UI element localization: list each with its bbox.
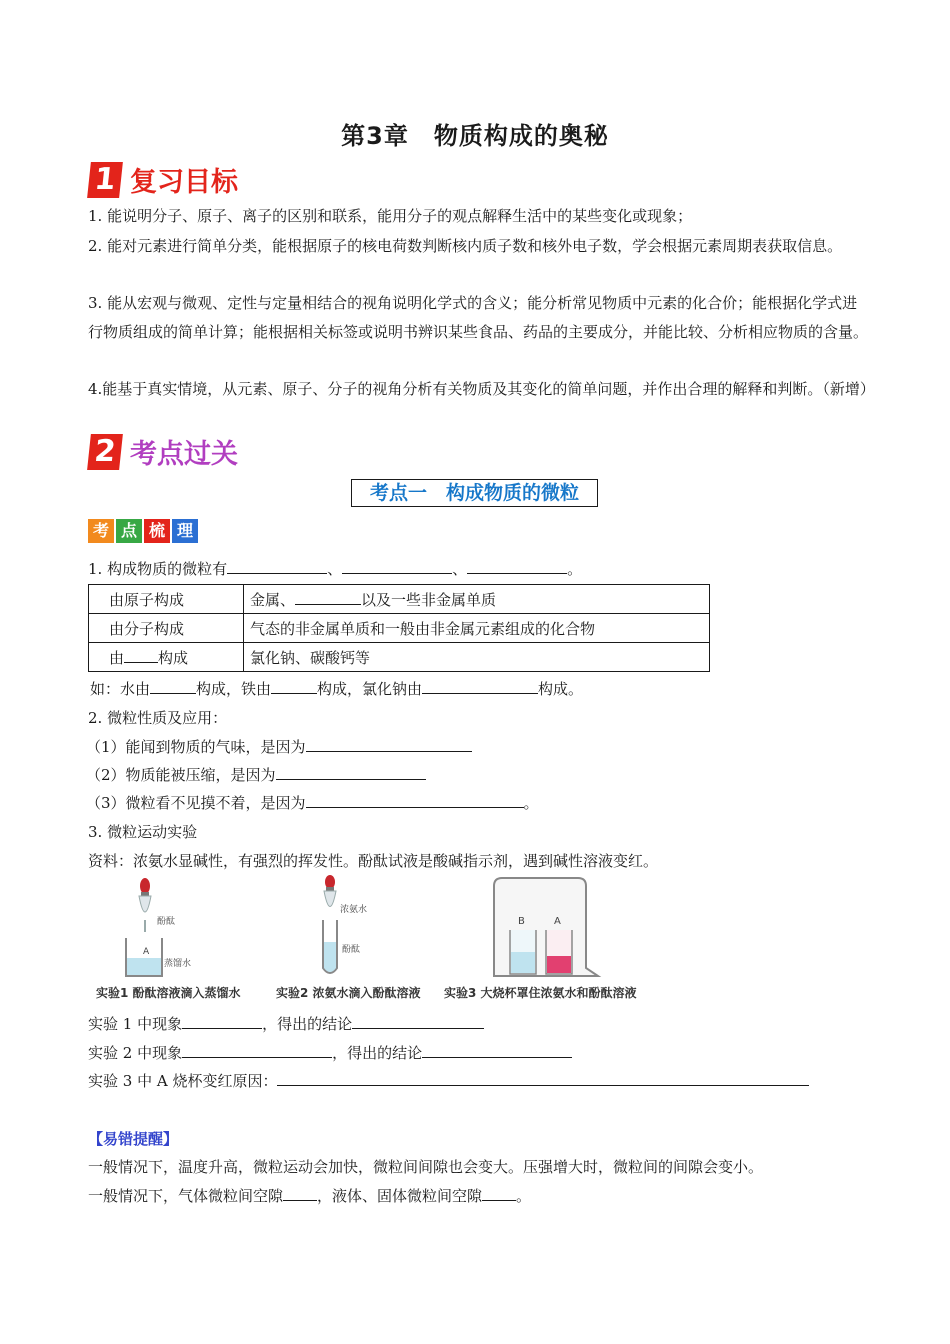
table-cell-content (244, 585, 710, 614)
separator: 、 (452, 560, 468, 578)
answer-blank[interactable] (271, 679, 317, 694)
question-1 (88, 559, 582, 579)
answer-blank[interactable] (276, 765, 426, 780)
cell-text: 由 (109, 648, 125, 667)
dropper-icon (324, 875, 336, 907)
figure-caption: 实验2 浓氨水滴入酚酞溶液 (276, 986, 421, 1000)
experiment-3-question (88, 1071, 809, 1091)
item-end: 。 (523, 794, 539, 812)
separator: 、 (327, 560, 343, 578)
question-text: 实验 2 中现象 (88, 1044, 183, 1062)
example-text: 构成，铁由 (196, 680, 272, 698)
reminder-text: ，液体、固体微粒间空隙 (317, 1187, 483, 1205)
beaker-icon (126, 938, 162, 976)
table-row (89, 643, 710, 672)
test-tube-icon (323, 920, 337, 973)
table-cell-content: 氯化钠、碳酸钙等 (244, 643, 710, 672)
particle-table (88, 584, 710, 672)
question-2-item (86, 793, 539, 813)
question-2-heading: 2. 微粒性质及应用： (88, 709, 228, 727)
item-text: （3）微粒看不见摸不着，是因为 (86, 794, 306, 812)
answer-blank[interactable] (482, 1186, 516, 1201)
page-title: 第3章 物质构成的奥秘 (341, 122, 609, 150)
answer-blank[interactable] (124, 648, 158, 663)
table-cell-label: 由原子构成 (89, 585, 244, 614)
answer-blank[interactable] (182, 1014, 262, 1029)
tag-label: 考 (88, 519, 114, 543)
answer-blank[interactable] (150, 679, 196, 694)
experiment-2-question (88, 1043, 572, 1063)
beaker-a-icon (546, 930, 572, 974)
ammonia-label: 浓氨水 (340, 905, 368, 915)
goal-1: 1. 能说明分子、原子、离子的区别和联系，能用分子的观点解释生活中的某些变化或现象； (88, 207, 693, 225)
tag-label: 点 (116, 519, 142, 543)
question-text: 实验 3 中 A 烧杯变红原因： (88, 1072, 278, 1090)
cell-text: 构成 (158, 648, 189, 667)
cell-text: 金属、 (250, 590, 296, 609)
answer-blank[interactable] (306, 737, 472, 752)
answer-blank[interactable] (182, 1043, 332, 1058)
experiment-figure (90, 872, 650, 980)
question-end: 。 (567, 560, 583, 578)
answer-blank[interactable] (283, 1186, 317, 1201)
answer-blank[interactable] (352, 1014, 484, 1029)
question-text: ，得出的结论 (332, 1044, 423, 1062)
section-heading: 考点过关 (130, 439, 238, 470)
reminder-line (88, 1186, 531, 1206)
answer-blank[interactable] (467, 559, 567, 574)
info-text: 资料：浓氨水显碱性，有强烈的挥发性。酚酞试液是酸碱指示剂，遇到碱性溶液变红。 (88, 852, 659, 870)
experiment-1-question (88, 1014, 484, 1034)
figure-caption: 实验1 酚酞溶液滴入蒸馏水 (96, 986, 241, 1000)
question-text: 实验 1 中现象 (88, 1015, 183, 1033)
item-text: （2）物质能被压缩，是因为 (86, 766, 276, 784)
section-heading: 复习目标 (130, 167, 238, 198)
beaker-a-label: A (143, 947, 150, 957)
phenol-label: 酚酞 (157, 917, 176, 927)
section-number-badge: 2 (87, 434, 123, 470)
beaker-a-label: A (554, 916, 561, 927)
dropper-icon (139, 878, 151, 932)
answer-blank[interactable] (306, 793, 524, 808)
topic-title-box: 考点一 构成物质的微粒 (351, 479, 598, 507)
section-number-badge: 1 (87, 162, 123, 198)
goal-3: 3. 能从宏观与微观、定性与定量相结合的视角说明化学式的含义；能分析常见物质中元素的化合价；能根据化学式进行物质组成的简单计算；能根据相关标签或说明书辨识某些食品、药品的主要成分，并能比较、分析相应物质的含量。 (88, 294, 869, 341)
figure-caption: 实验3 大烧杯罩住浓氨水和酚酞溶液 (444, 986, 637, 1000)
question-2-item (86, 765, 426, 785)
beaker-b-label: B (518, 916, 525, 927)
question-2-item (86, 737, 472, 757)
example-text: 构成，氯化钠由 (317, 680, 423, 698)
example-text: 如：水由 (90, 680, 151, 698)
goal-2: 2. 能对元素进行简单分类，能根据原子的核电荷数判断核内质子数和核外电子数，学会根据元素周期表获取信息。 (88, 237, 843, 255)
question-3-heading: 3. 微粒运动实验 (88, 823, 198, 841)
table-cell-label (89, 643, 244, 672)
reminder-line: 一般情况下，温度升高，微粒运动会加快，微粒间间隙也会变大。压强增大时，微粒间的间隙会变小。 (88, 1158, 764, 1176)
question-text: ，得出的结论 (262, 1015, 353, 1033)
answer-blank[interactable] (342, 559, 452, 574)
tag-label: 理 (172, 519, 198, 543)
goal-4: 4.能基于真实情境，从元素、原子、分子的视角分析有关物质及其变化的简单问题，并作出合理的解释和判断。（新增） (88, 380, 875, 398)
tag-label: 梳 (144, 519, 170, 543)
example-line (90, 679, 583, 699)
item-text: （1）能闻到物质的气味，是因为 (86, 738, 306, 756)
answer-blank[interactable] (277, 1071, 809, 1086)
answer-blank[interactable] (422, 1043, 572, 1058)
table-row (89, 585, 710, 614)
beaker-b-icon (510, 930, 536, 974)
reminder-text: 。 (516, 1187, 532, 1205)
answer-blank[interactable] (295, 590, 361, 605)
table-row (89, 614, 710, 643)
table-cell-content: 气态的非金属单质和一般由非金属元素组成的化合物 (244, 614, 710, 643)
phenol-label: 酚酞 (342, 945, 361, 955)
answer-blank[interactable] (422, 679, 538, 694)
example-text: 构成。 (538, 680, 584, 698)
water-label: 蒸馏水 (164, 959, 192, 969)
table-cell-label: 由分子构成 (89, 614, 244, 643)
cell-text: 以及一些非金属单质 (361, 590, 497, 609)
reminder-heading: 【易错提醒】 (88, 1130, 179, 1148)
question-text: 1. 构成物质的微粒有 (88, 560, 228, 578)
reminder-text: 一般情况下，气体微粒间空隙 (88, 1187, 284, 1205)
answer-blank[interactable] (227, 559, 327, 574)
